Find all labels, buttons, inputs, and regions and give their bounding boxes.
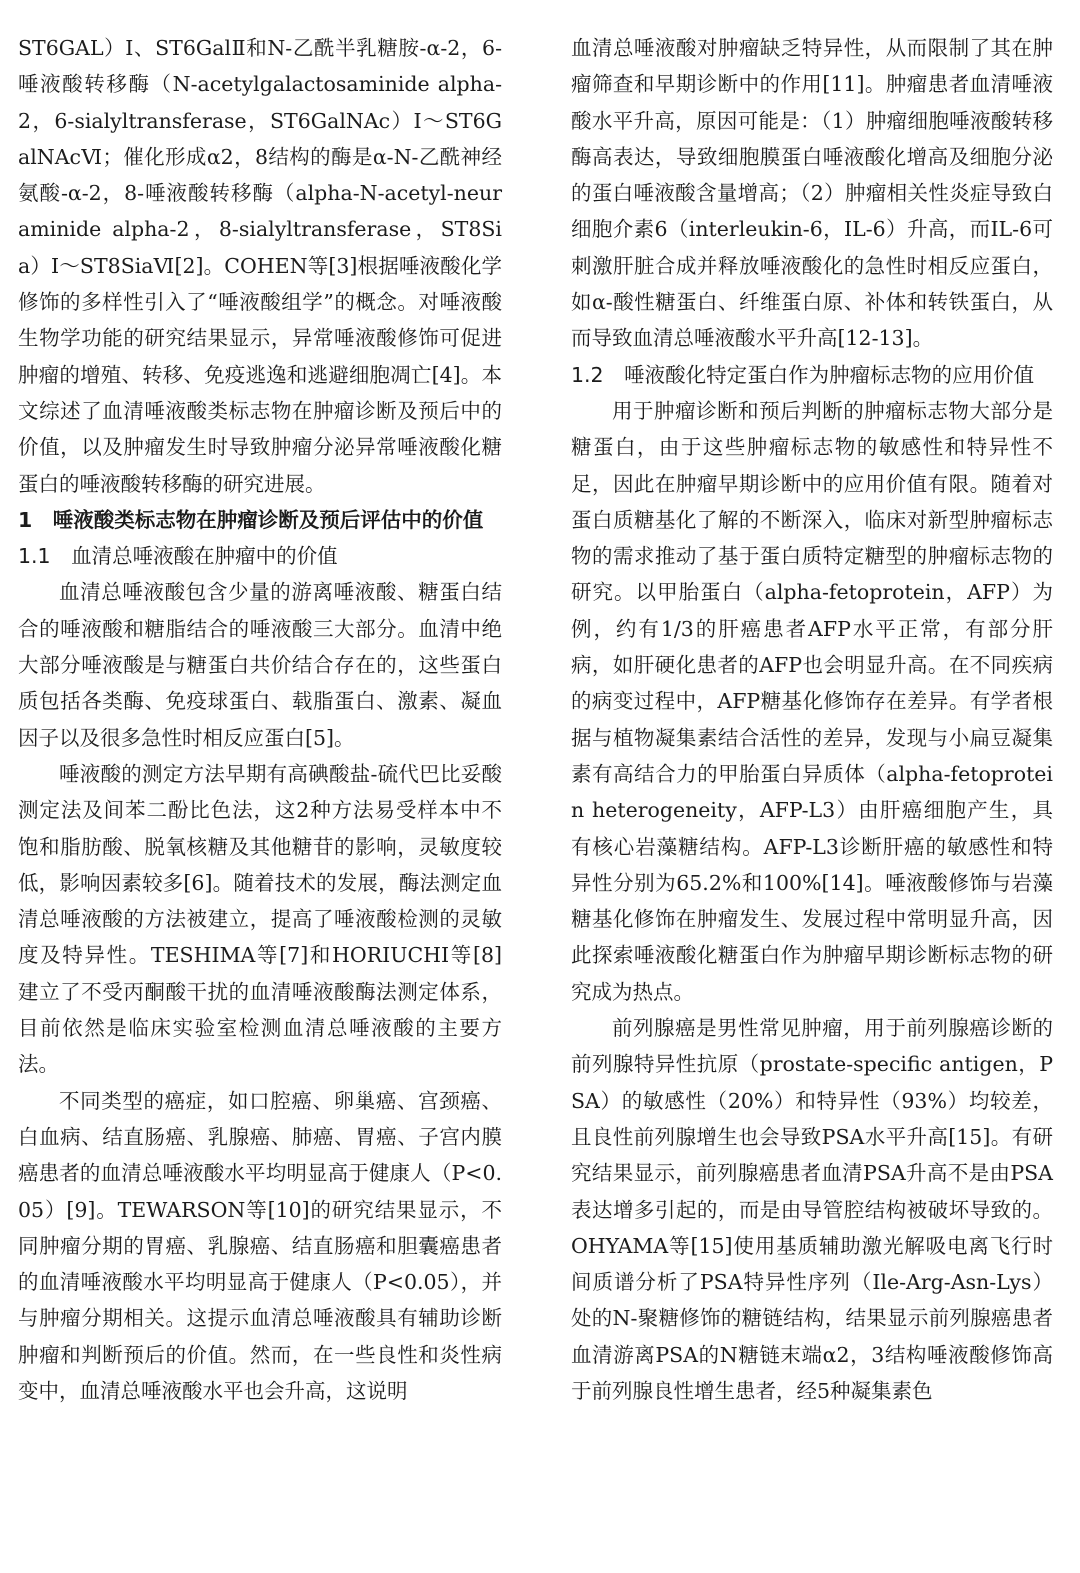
section-1-1-paragraph-c: 不同类型的癌症，如口腔癌、卵巢癌、宫颈癌、白血病、结直肠癌、乳腺癌、肺癌、胃癌、子宫内膜癌患者的血清总唾液酸水平均明显高于健康人（P<0.05）[9]。TEWARSON等[10]的研究结果显示，不同肿瘤分期的胃癌、乳腺癌、结直肠癌和胆囊癌患者的血清唾液酸水平均明显高于健康人（P<0.05），并与肿瘤分期相关。这提示血清总唾液酸具有辅助诊断肿瘤和判断预后的价值。然而，在一些良性和炎性病变中，血清总唾液酸水平也会升高，这说明: [18, 1088, 502, 1403]
section-1-2-heading: 1.2 唾液酸化特定蛋白作为肿瘤标志物的应用价值: [571, 362, 1035, 387]
intro-continued-paragraph: ST6GAL）Ⅰ、ST6GalⅡ和N-乙酰半乳糖胺-α-2，6-唾液酸转移酶（N-acetylgalactosaminide alpha-2，6-sialyltransferase，ST6GalNAc）Ⅰ～ST6GalNAcⅥ；催化形成α2，8结构的酶是α-N-乙酰神经氨酸-α-2，8-唾液酸转移酶（alpha-N-acetyl-neuraminide alpha-2，8-sialyltransferase，ST8Sia）Ⅰ～ST8SiaⅥ[2]。COHEN等[3]根据唾液酸化学修饰的多样性引入了“唾液酸组学”的概念。对唾液酸生物学功能的研究结果显示，异常唾液酸修饰可促进肿瘤的增殖、转移、免疫逃逸和逃避细胞凋亡[4]。本文综述了血清唾液酸类标志物在肿瘤诊断及预后中的价值，以及肿瘤发生时导致肿瘤分泌异常唾液酸化糖蛋白的唾液酸转移酶的研究进展。: [18, 36, 502, 496]
right-column: [571, 30, 1053, 1409]
section-1-1-paragraph-d: 血清总唾液酸对肿瘤缺乏特异性，从而限制了其在肿瘤筛查和早期诊断中的作用[11]。肿瘤患者血清唾液酸水平升高，原因可能是：（1）肿瘤细胞唾液酸转移酶高表达，导致细胞膜蛋白唾液酸化增高及细胞分泌的蛋白唾液酸含量增高；（2）肿瘤相关性炎症导致白细胞介素6（interleukin-6，IL-6）升高，而IL-6可刺激肝脏合成并释放唾液酸化的急性时相反应蛋白，如α-酸性糖蛋白、纤维蛋白原、补体和转铁蛋白，从而导致血清总唾液酸水平升高[12-13]。: [571, 36, 1053, 351]
section-1-1-paragraph-a: 血清总唾液酸包含少量的游离唾液酸、糖蛋白结合的唾液酸和糖脂结合的唾液酸三大部分。血清中绝大部分唾液酸是与糖蛋白共价结合存在的，这些蛋白质包括各类酶、免疫球蛋白、载脂蛋白、激素、凝血因子以及很多急性时相反应蛋白[5]。: [18, 580, 502, 750]
section-1-2-paragraph-a: 用于肿瘤诊断和预后判断的肿瘤标志物大部分是糖蛋白，由于这些肿瘤标志物的敏感性和特异性不足，因此在肿瘤早期诊断中的应用价值有限。随着对蛋白质糖基化了解的不断深入，临床对新型肿瘤标志物的需求推动了基于蛋白质特定糖型的肿瘤标志物的研究。以甲胎蛋白（alpha-fetoprotein，AFP）为例，约有1/3的肝癌患者AFP水平正常，有部分肝病，如肝硬化患者的AFP也会明显升高。在不同疾病的病变过程中，AFP糖基化修饰存在差异。有学者根据与植物凝集素结合活性的差异，发现与小扁豆凝集素有高结合力的甲胎蛋白异质体（alpha-fetoprotein heterogeneity，AFP-L3）由肝癌细胞产生，具有核心岩藻糖结构。AFP-L3诊断肝癌的敏感性和特异性分别为65.2%和100%[14]。唾液酸修饰与岩藻糖基化修饰在肿瘤发生、发展过程中常明显升高，因此探索唾液酸化糖蛋白作为肿瘤早期诊断标志物的研究成为热点。: [571, 398, 1053, 1004]
section-1-heading: 1 唾液酸类标志物在肿瘤诊断及预后评估中的价值: [18, 507, 484, 532]
section-1-1-heading: 1.1 血清总唾液酸在肿瘤中的价值: [18, 544, 338, 569]
section-1-2-paragraph-b: 前列腺癌是男性常见肿瘤，用于前列腺癌诊断的前列腺特异性抗原（prostate-specific antigen，PSA）的敏感性（20%）和特异性（93%）均较差，且良性前列腺增生也会导致PSA水平升高[15]。有研究结果显示，前列腺癌患者血清PSA升高不是由PSA表达增多引起的，而是由导管腔结构被破坏导致的。OHYAMA等[15]使用基质辅助激光解吸电离飞行时间质谱分析了PSA特异性序列（Ile-Arg-Asn-Lys）处的N-聚糖修饰的糖链结构，结果显示前列腺癌患者血清游离PSA的N糖链末端α2，3结构唾液酸修饰高于前列腺良性增生患者，经5种凝集素色: [571, 1016, 1053, 1403]
section-1-1-paragraph-b: 唾液酸的测定方法早期有高碘酸盐-硫代巴比妥酸测定法及间苯二酚比色法，这2种方法易受样本中不饱和脂肪酸、脱氧核糖及其他糖苷的影响，灵敏度较低，影响因素较多[6]。随着技术的发展，酶法测定血清总唾液酸的方法被建立，提高了唾液酸检测的灵敏度及特异性。TESHIMA等[7]和HORIUCHI等[8]建立了不受丙酮酸干扰的血清唾液酸酶法测定体系，目前依然是临床实验室检测血清总唾液酸的主要方法。: [18, 761, 502, 1077]
left-column: [18, 30, 502, 1409]
